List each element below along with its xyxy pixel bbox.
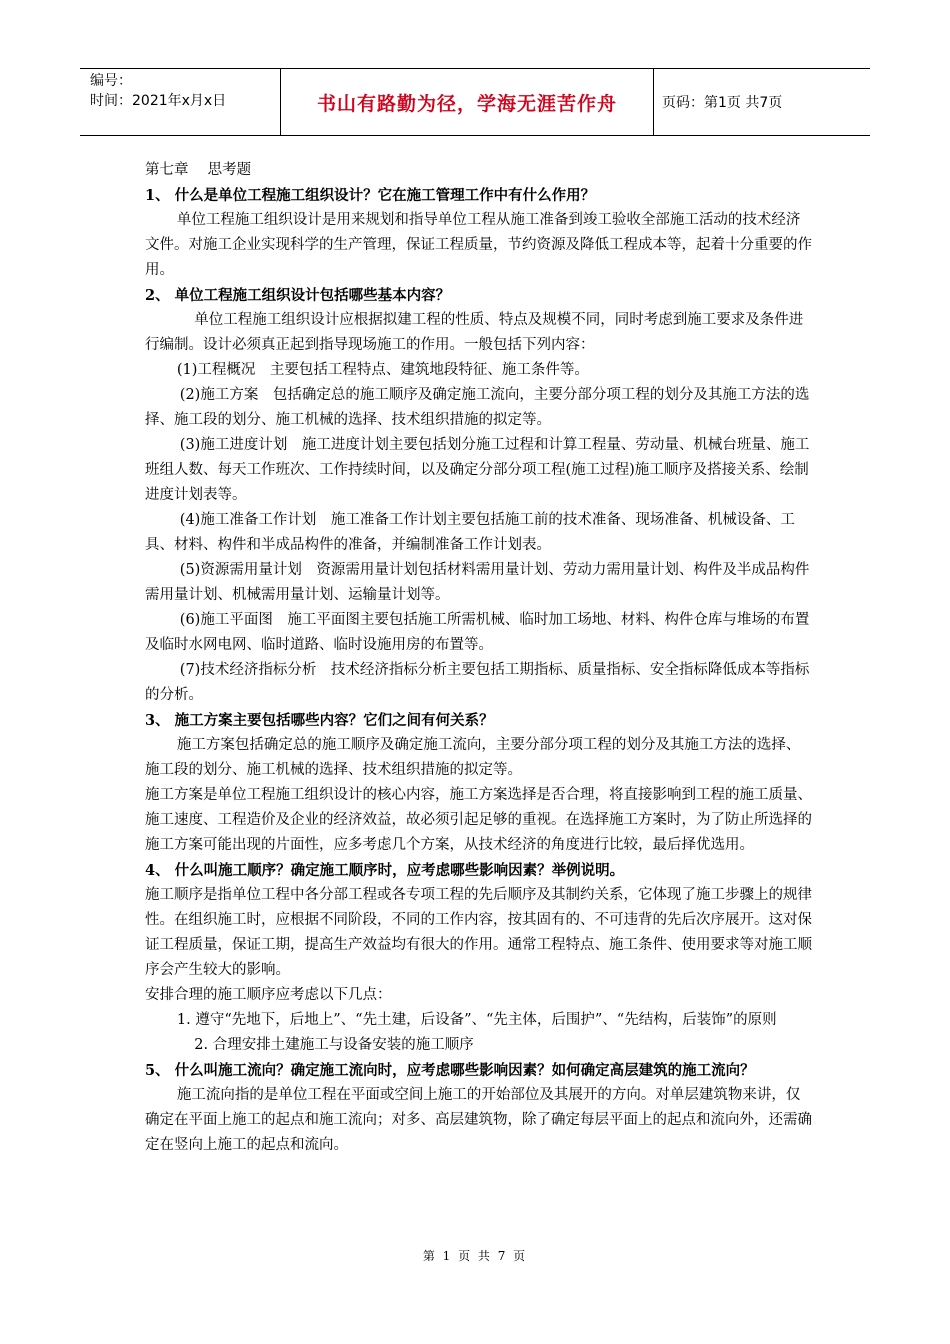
answer-4-list-item: 1. 遵守“先地下，后地上”、“先土建，后设备”、“先主体，后围护”、“先结构，后装饰”的原则 <box>176 1012 777 1028</box>
answer-4-paragraph: 安排合理的施工顺序应考虑以下几点： <box>145 987 392 1003</box>
answer-2-item: (3)施工进度计划 施工进度计划主要包括划分施工过程和计算工程量、劳动量、机械台班量、施工班组人数、每天工作班次、工作持续时间，以及确定分部分项工程(施工过程)施工顺序及搭接关系、绘制进度计划表等。 <box>145 437 810 503</box>
answer-4-list-item: 2. 合理安排土建施工与设备安装的施工顺序 <box>194 1037 474 1053</box>
chapter-title: 第七章 思考题 <box>145 162 252 178</box>
answer-2-item: (1)工程概况 主要包括工程特点、建筑地段特征、施工条件等。 <box>176 362 589 378</box>
motto: 书山有路勤为径，学海无涯苦作舟 <box>316 92 617 115</box>
page-footer: 第 1 页 共 7 页 <box>422 1249 528 1263</box>
answer-2-item: (7)技术经济指标分析 技术经济指标分析主要包括工期指标、质量指标、安全指标降低成本等指标的分析。 <box>145 662 810 703</box>
answer-2-item: (4)施工准备工作计划 施工准备工作计划主要包括施工前的技术准备、现场准备、机械设备、工具、材料、构件和半成品构件的准备，并编制准备工作计划表。 <box>145 512 795 553</box>
header-meta <box>80 69 281 135</box>
answer-2-item: (5)资源需用量计划 资源需用量计划包括材料需用量计划、劳动力需用量计划、构件及半成品构件需用量计划、机械需用量计划、运输量计划等。 <box>145 562 810 603</box>
answer-5: 施工流向指的是单位工程在平面或空间上施工的开始部位及其展开的方向。对单层建筑物来讲，仅确定在平面上施工的起点和施工流向；对多、高层建筑物，除了确定每层平面上的起点和流向外，还需确定在竖向上施工的起点和流向。 <box>145 1087 812 1153</box>
question-5: 5、 什么叫施工流向？确定施工流向时，应考虑哪些影响因素？如何确定高层建筑的施工流向？ <box>145 1062 755 1079</box>
question-3: 3、 施工方案主要包括哪些内容？它们之间有何关系？ <box>145 712 494 729</box>
answer-2-item: (2)施工方案 包括确定总的施工顺序及确定施工流向，主要分部分项工程的划分及其施工方法的选择、施工段的划分、施工机械的选择、技术组织措施的拟定等。 <box>145 387 810 428</box>
answer-2-intro: 单位工程施工组织设计应根据拟建工程的性质、特点及规模不同，同时考虑到施工要求及条件进行编制。设计必须真正起到指导现场施工的作用。一般包括下列内容： <box>145 312 804 353</box>
answer-3-paragraph: 施工方案是单位工程施工组织设计的核心内容，施工方案选择是否合理，将直接影响到工程的施工质量、施工速度、工程造价及企业的经济效益，故必须引起足够的重视。在选择施工方案时，为了防止所选择的施工方案可能出现的片面性，应多考虑几个方案，从技术经济的角度进行比较，最后择优选用。 <box>145 787 812 853</box>
page-info: 页码：第1页 共7页 <box>662 95 783 111</box>
header-page-info <box>654 69 870 135</box>
page-header <box>80 68 870 136</box>
answer-2-item: (6)施工平面图 施工平面图主要包括施工所需机械、临时加工场地、材料、构件仓库与堆场的布置及临时水网电网、临时道路、临时设施用房的布置等。 <box>145 612 810 653</box>
question-4: 4、 什么叫施工顺序？确定施工顺序时，应考虑哪些影响因素？举例说明。 <box>145 862 625 879</box>
date-label: 时间：2021年x月x日 <box>90 93 227 109</box>
document-body <box>145 158 813 1158</box>
answer-1: 单位工程施工组织设计是用来规划和指导单位工程从施工准备到竣工验收全部施工活动的技术经济文件。对施工企业实现科学的生产管理，保证工程质量，节约资源及降低工程成本等，起着十分重要的作用。 <box>145 212 812 278</box>
answer-3-paragraph: 施工方案包括确定总的施工顺序及确定施工流向，主要分部分项工程的划分及其施工方法的选择、施工段的划分、施工机械的选择、技术组织措施的拟定等。 <box>145 737 801 778</box>
answer-4-paragraph: 施工顺序是指单位工程中各分部工程或各专项工程的先后顺序及其制约关系，它体现了施工步骤上的规律性。在组织施工时，应根据不同阶段，不同的工作内容，按其固有的、不可违背的先后次序展开。这对保证工程质量，保证工期，提高生产效益均有很大的作用。通常工程特点、施工条件、使用要求等对施工顺序会产生较大的影响。 <box>145 887 812 978</box>
question-2: 2、 单位工程施工组织设计包括哪些基本内容？ <box>145 287 451 304</box>
header-motto-cell <box>281 69 654 135</box>
question-1: 1、 什么是单位工程施工组织设计？它在施工管理工作中有什么作用？ <box>145 187 596 204</box>
doc-number-label: 编号： <box>90 73 132 89</box>
